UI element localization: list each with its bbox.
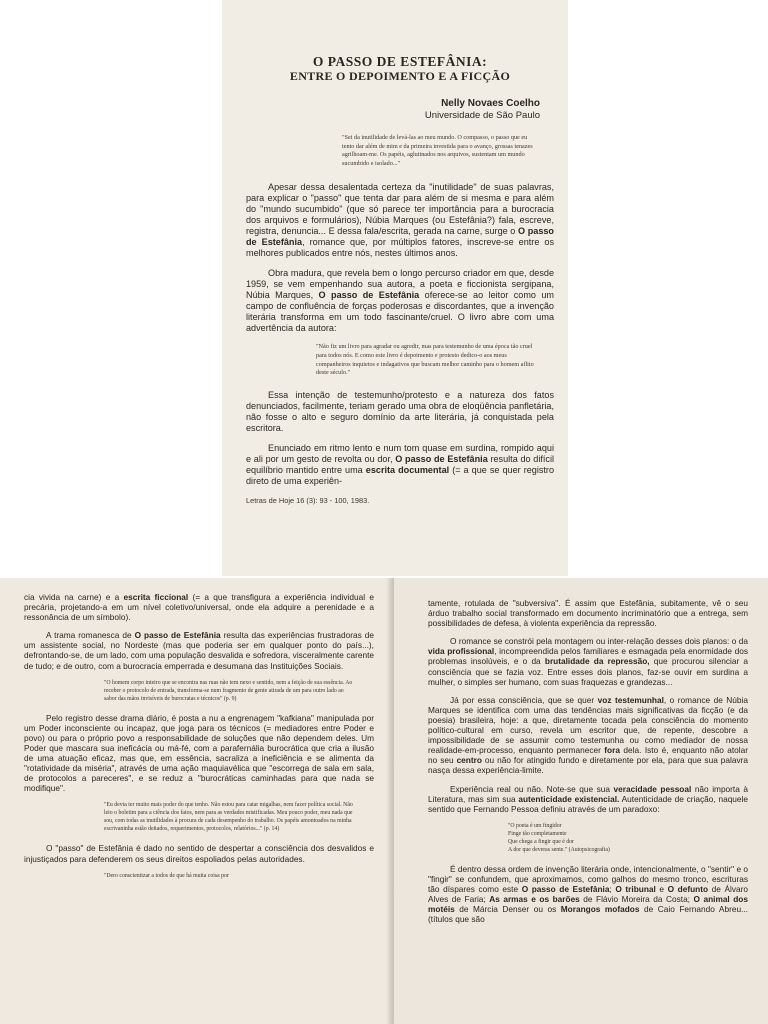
author-affiliation: Universidade de São Paulo <box>424 110 540 121</box>
paragraph: O romance se constrói pela montagem ou inter-relação desses dois planos: o da vida profissional, incompreendida pelos familiares e esmagada pela enormidade dos problemas insolúveis, e o da brutalidade da repressão, que procurou silenciar a consciência que se fazia voz. Entre esses dois planos, faz-se ouvir em surdina a mulher, o simples ser humano, com suas fraquezas e grandezas... <box>428 636 749 687</box>
citation-footer: Letras de Hoje 16 (3): 93 - 100, 1983. <box>246 495 370 505</box>
paragraph: A trama romanesca de O passo de Estefânia resulta das experiências frustradoras de um assistente social, no Nordeste (mas que poderia ser em qualquer ponto do país...), defrontando-se, de um lado, com uma população desvalida e sofredora, visceralmente carente de tudo; e de outro, com a burocracia emperrada e desumana das Instituições Sociais. <box>24 630 375 671</box>
page-two <box>0 578 394 1024</box>
poem-line: A dor que deveras sente." (Autopsicografia) <box>508 846 610 853</box>
paragraph: Pelo registro desse drama diário, é posta a nu a engrenagem "kafkiana" manipulada por um Poder inconsciente ou incapaz, que joga para os técnicos (= mediadores entre Poder e povo) ou para o próprio povo a responsabilidade de soluções que não dependem deles. Um Poder que mascara sua ineficácia ou má-fé, com a parafernália burocrática que cria a ilusão de uma atuação eficaz, mas que, em essência, sacraliza a ineficiência e se alimenta da "rotatividade da miséria", através de uma ação maquiavélica que "escorrega de sala em sala, de protocolos a pareceres", e se reduz a "burocráticas caminhadas para que nada se modifique". <box>24 712 374 794</box>
paragraph: Apesar dessa desalentada certeza da "inutilidade" de suas palavras, para explicar o "passo" que tenta dar para além de si mesma e para além do "mundo sucumbido" (que só parece ter importância para a burocracia dos arquivos e formulários), Núbia Marques (ou Estefânia?) fala, escreve, registra, denuncia... E dessa fala/escrita, gerada na carne, surge o O passo de Estefânia, romance que, por múltiplos fatores, inscreve-se entre os melhores publicados entre nós, nestes últimos anos. <box>246 182 555 259</box>
book-quote: "Dero conscientizar a todos de que há muita coisa por <box>104 872 229 879</box>
paragraph: Obra madura, que revela bem o longo percurso criador em que, desde 1959, se vem empenhando sua autora, a poeta e ficcionista sergipana, Núbia Marques, O passo de Estefânia oferece-se ao leitor como um campo de confluência de forças poderosas e discordantes, que a invenção literária transforma em um todo fascinante/cruel. O livro abre com uma advertência da autora: <box>246 268 555 334</box>
poem-line: "O poeta é um fingidor <box>508 822 562 829</box>
author-quote: "Não fiz um livro para agradar ou agredir, mas para testemunho de uma época tão cruel para todos nós. E como este livro é depoimento e protesto dedico-o aos meus companheiros inquietos e indagativos que buscam melhor caminho para o homem aflito deste século." <box>316 343 534 377</box>
paragraph: Já por essa consciência, que se quer voz testemunhal, o romance de Núbia Marques se identifica com uma das tendências mais significativas da ficção (e da poesia) brasileira, hoje: a que, diretamente tocada pela consciência do momento político-cultural em curso, revela um escritor que, de repente, descobre a impossibilidade de se assumir como testemunha ou como mediador de nossa realidade-em-processo, enquanto permanecer fora dela. Isto é, enquanto não atolar no seu centro ou não for atingido fundo e diretamente por ela, para que sua palavra nasça dessa experiência-limite. <box>428 694 748 776</box>
paragraph: O "passo" de Estefânia é dado no sentido de despertar a consciência dos desvalidos e injustiçados para defenderem os seus direitos espoliados pelas autoridades. <box>24 843 374 864</box>
book-quote: "O homem corpo inteiro que se encontra nas ruas não tem nexo e sentido, nem a feição de sua essência. Ao receber o protocolo de entrada, transforma-se num fragmento de gente atirada de um para outro lado ao sabor das mãos invisíveis de burocratas e técnicos" (p. 9) <box>104 679 353 702</box>
author-name: Nelly Novaes Coelho <box>441 98 540 109</box>
page-three <box>394 578 768 1024</box>
paragraph: Experiência real ou não. Note-se que sua veracidade pessoal não importa à Literatura, mas sim sua autenticidade existencial. Autenticidade de criação, naquele sentido que Fernando Pessoa definiu através de um paradoxo: <box>428 783 748 814</box>
paragraph: Essa intenção de testemunho/protesto e a natureza dos fatos denunciados, facilmente, teriam gerado uma obra de eloqüência panfletária, não fosse o alto e seguro domínio da arte literária, já conquistada pela escritora. <box>246 389 554 433</box>
poem-quote <box>508 822 728 854</box>
book-quote: "Eu devia ter muito mais poder do que tenho. Não estou para catar migalhas, nem fazer política social. Não leio o boletim para a ciência dos fatos, nem para as verdades mistificadas. Meu pouco poder, meu nada que sou, com todas as inutilidades à procura de cada desempenho do trabalho. Os papéis amontoados na minha escrivaninha estão deitados, requerimentos, protocolos, relatórios..." (p. 14) <box>104 802 353 833</box>
paragraph: Enunciado em ritmo lento e num tom quase em surdina, rompido aqui e ali por um gesto de revolta ou dor, O passo de Estefânia resulta do difícil equilíbrio mantido entre uma escrita documental (= a que se quer registro direto de uma experiên- <box>246 442 555 486</box>
paragraph: cia vivida na carne) e a escrita ficcional (= a que transfigura a experiência individual e precária, projetando-a em um nível coletivo/universal, onde ela adquire a perenidade e a ressonância de um símbolo). <box>24 592 374 623</box>
epigraph: "Sei da inutilidade de levá-las ao meu mundo. O compasso, o passo que eu tento dar além de mim e da primeira investida para o avanço, grossas tenazes agrilhoam-me. Os papéis, aglutinados nos arquivos, sustentam um mundo sucumbido e isolado..." <box>342 134 533 167</box>
paragraph: É dentro dessa ordem de invenção literária onde, intencionalmente, o "sentir" e o "fingir" se confundem, que aproximamos, como galhos do mesmo tronco, escrituras tão díspares como este O passo de Estefânia; O tribunal e O defunto de Álvaro Alves de Faria; As armas e os barões de Flávio Moreira da Costa; O animal dos motéis de Márcia Denser ou os Morangos mofados de Caio Fernando Abreu... (títulos que são <box>428 863 748 925</box>
poem-line: Finge tão completamente <box>508 830 567 837</box>
page-one <box>222 0 568 576</box>
article-title: O PASSO DE ESTEFÂNIA: <box>312 54 488 69</box>
paragraph: tamente, rotulada de "subversiva". É assim que Estefânia, subitamente, vê o seu árduo trabalho social transformado em documento incriminatório que a entrega, sem possibilidades de defesa, à violenta experiência da repressão. <box>428 598 748 629</box>
article-subtitle: ENTRE O DEPOIMENTO E A FICÇÃO <box>289 69 511 83</box>
poem-line: Que chega a fingir que é dor <box>508 838 574 845</box>
